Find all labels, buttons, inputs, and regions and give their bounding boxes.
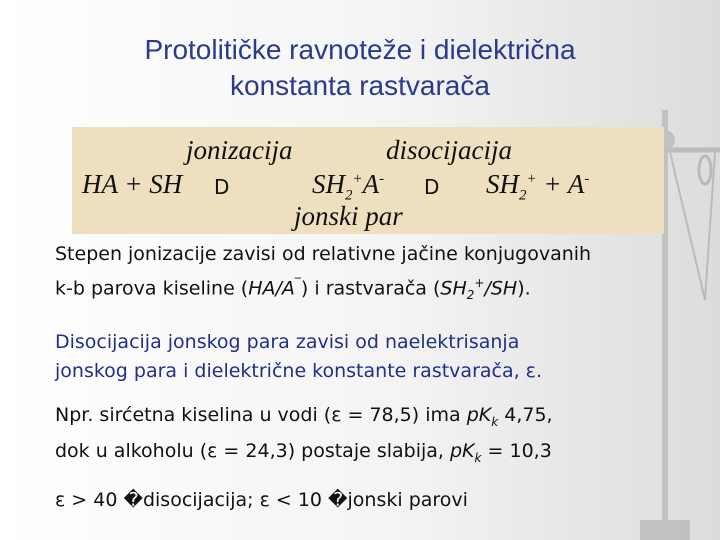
free-anion-sup: - — [584, 171, 590, 187]
para3-sub2: k — [474, 450, 482, 465]
para3-pk2: pK — [450, 439, 475, 462]
para1-ha: HA/A — [248, 277, 295, 300]
paragraph-ionization — [55, 240, 591, 310]
para2-line1: Disocijacija jonskog para zavisi od naelektrisanja — [55, 331, 520, 353]
free-ions-formula — [486, 169, 589, 204]
free-sub: 2 — [519, 187, 527, 204]
para3-text-a: Npr. sirćetna kiselina u vodi (ε = 78,5) ima — [55, 404, 467, 426]
para3-line1 — [55, 401, 553, 437]
equilibrium-arrow-1: D — [214, 175, 230, 199]
paragraph-example — [55, 401, 553, 473]
free-base: SH — [486, 169, 519, 199]
para1-sup2: + — [474, 276, 485, 290]
para3-line2 — [55, 437, 553, 473]
ion-pair-base: SH — [312, 169, 345, 199]
slide-title — [60, 32, 660, 104]
ion-pair-anion-sup: - — [379, 171, 385, 187]
label-dissociation: disocijacija — [386, 135, 512, 165]
para3-pk: pK — [466, 404, 492, 426]
para1-sub: 2 — [466, 288, 475, 303]
para4-line: ε > 40 �disocijacija; ε < 10 �jonski parovi — [55, 489, 468, 511]
para3-sub: k — [491, 414, 499, 429]
para3-text-b: 4,75, — [498, 404, 553, 426]
ion-pair-formula — [312, 169, 384, 204]
reactants: HA + SH — [82, 169, 183, 199]
equilibrium-arrow-2: D — [424, 175, 440, 199]
para1-line2 — [55, 269, 591, 310]
para1-text-b: ) i rastvarača ( — [300, 277, 441, 300]
para3-text-d: = 10,3 — [481, 439, 552, 462]
para3-text-c: dok u alkoholu (ε = 24,3) postaje slabija, — [55, 439, 450, 462]
free-plus-anion: + A — [536, 169, 585, 199]
ion-pair-sup: + — [352, 171, 363, 187]
para2-line2: jonskog para i dielektrične konstante rastvarača, ε. — [55, 360, 542, 382]
paragraph-criteria — [55, 486, 468, 515]
ion-pair-sub: 2 — [345, 187, 353, 204]
para1-text-a: k-b parova kiseline ( — [55, 277, 249, 300]
para1-text-d: ). — [517, 277, 531, 300]
ion-pair-anion: A — [362, 169, 380, 199]
para1-sh2: SH — [490, 277, 518, 300]
label-ion-pair: jonski par — [294, 201, 403, 231]
equation-box — [72, 127, 664, 234]
free-sup: + — [526, 171, 537, 187]
title-line-2: konstanta rastvarača — [230, 70, 490, 101]
para1-slash: / — [484, 277, 491, 300]
paragraph-dissociation — [55, 328, 542, 386]
title-line-1: Protolitičke ravnoteže i dielektrična — [144, 34, 576, 65]
label-ionization: jonizacija — [186, 135, 293, 165]
para1-sh: SH — [440, 277, 467, 300]
para1-sup1: ‾ — [294, 276, 301, 290]
para1-line1: Stepen jonizacije zavisi od relativne jačine konjugovanih — [55, 243, 592, 265]
